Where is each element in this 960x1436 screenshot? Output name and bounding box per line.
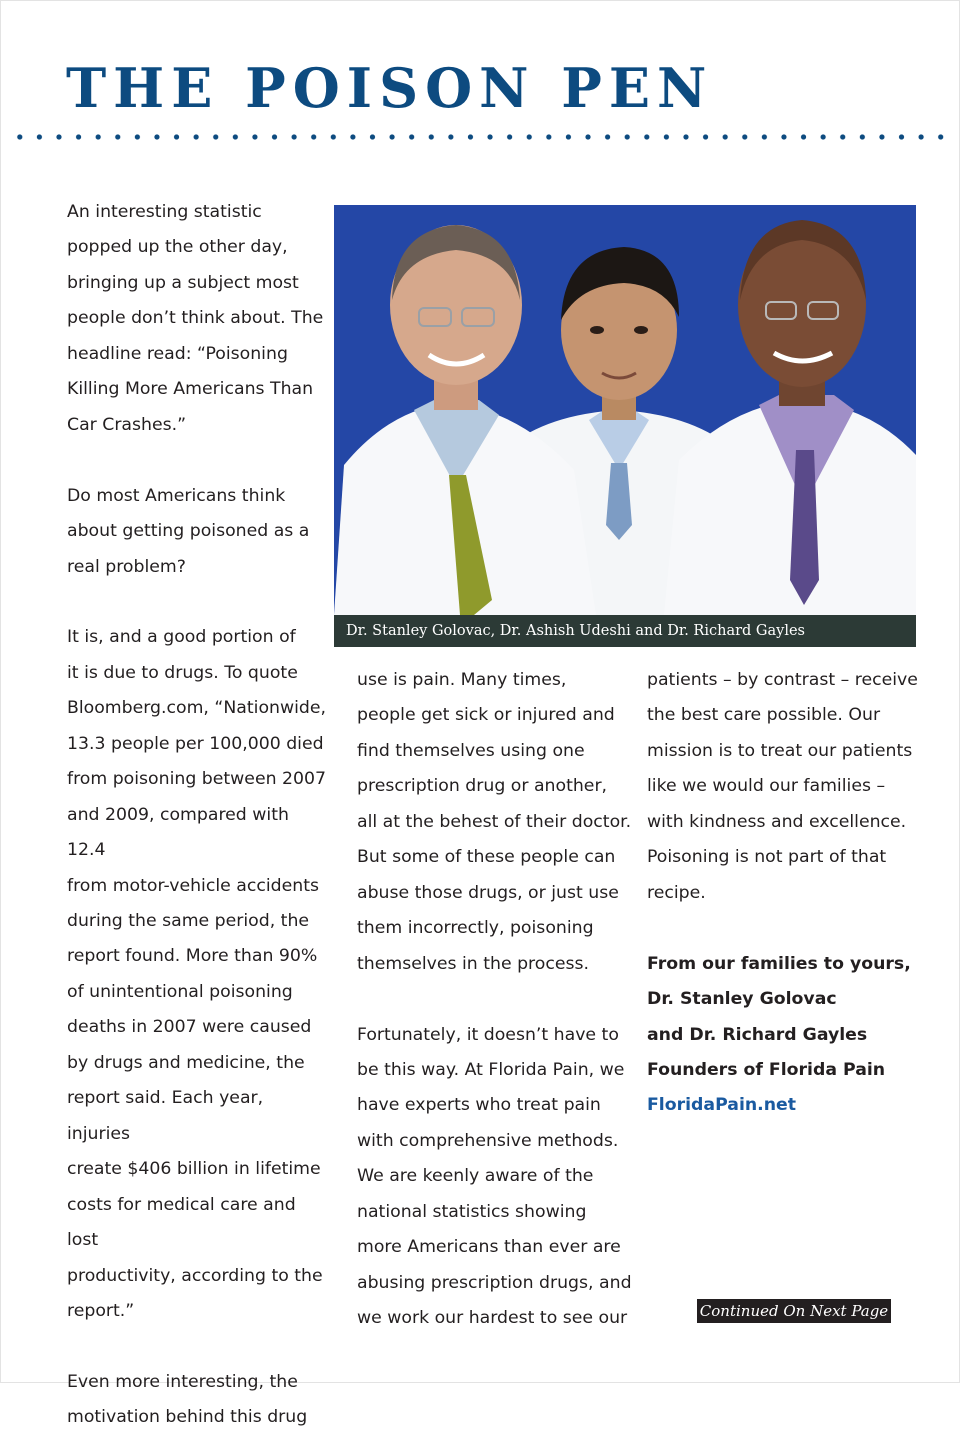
photo-caption: Dr. Stanley Golovac, Dr. Ashish Udeshi and Dr. Richard Gayles xyxy=(334,615,916,647)
right-column xyxy=(647,663,932,1124)
page-title: THE POISON PEN xyxy=(66,56,714,120)
signoff-name-2: and Dr. Richard Gayles xyxy=(647,1024,868,1045)
middle-column xyxy=(357,663,632,1337)
signoff-name-1: Dr. Stanley Golovac xyxy=(647,989,837,1010)
continued-badge: Continued On Next Page xyxy=(697,1299,891,1323)
website-link[interactable]: FloridaPain.net xyxy=(647,1095,797,1116)
dotted-divider xyxy=(10,132,954,142)
doctors-photo xyxy=(334,205,916,615)
middle-paragraph-1: use is pain. Many times, people get sick or injured and find themselves using one prescription drug or another, all at the behest of their doctor. But some of these people can abuse those drugs, or just use them incorrectly, poisoning themselves in the process. xyxy=(357,670,632,974)
left-paragraph-2: Do most Americans think about getting poisoned as a real problem? xyxy=(67,485,310,577)
signoff-role: Founders of Florida Pain xyxy=(647,1059,886,1080)
left-paragraph-1: An interesting statistic popped up the other day, bringing up a subject most people don’t think about. The headline read: “Poisoning Killing More Americans Than Car Crashes.” xyxy=(67,202,324,435)
left-column xyxy=(67,195,329,1436)
signoff-greeting: From our families to yours, xyxy=(647,953,911,974)
left-paragraph-4: Even more interesting, the motivation behind this drug xyxy=(67,1371,308,1428)
right-paragraph-1: patients – by contrast – receive the best care possible. Our mission is to treat our patients like we would our families – with kindness and excellence. Poisoning is not part of that recipe. xyxy=(647,670,918,903)
left-paragraph-3: It is, and a good portion of it is due to drugs. To quote Bloomberg.com, “Nationwide, 13.3 people per 100,000 died from poisoning between 2007 and 2009, compared with 12.4 from motor-vehicle accidents during the same period, the report found. More than 90% of unintentional poisoning deaths in 2007 were caused by drugs and medicine, the report said. Each year, injuries create $406 billion in lifetime costs for medical care and lost productivity, according to the report.” xyxy=(67,627,326,1322)
middle-paragraph-2: Fortunately, it doesn’t have to be this way. At Florida Pain, we have experts who treat pain with comprehensive methods. We are keenly aware of the national statistics showing more Americans than ever are abusing prescription drugs, and we work our hardest to see our xyxy=(357,1024,632,1329)
